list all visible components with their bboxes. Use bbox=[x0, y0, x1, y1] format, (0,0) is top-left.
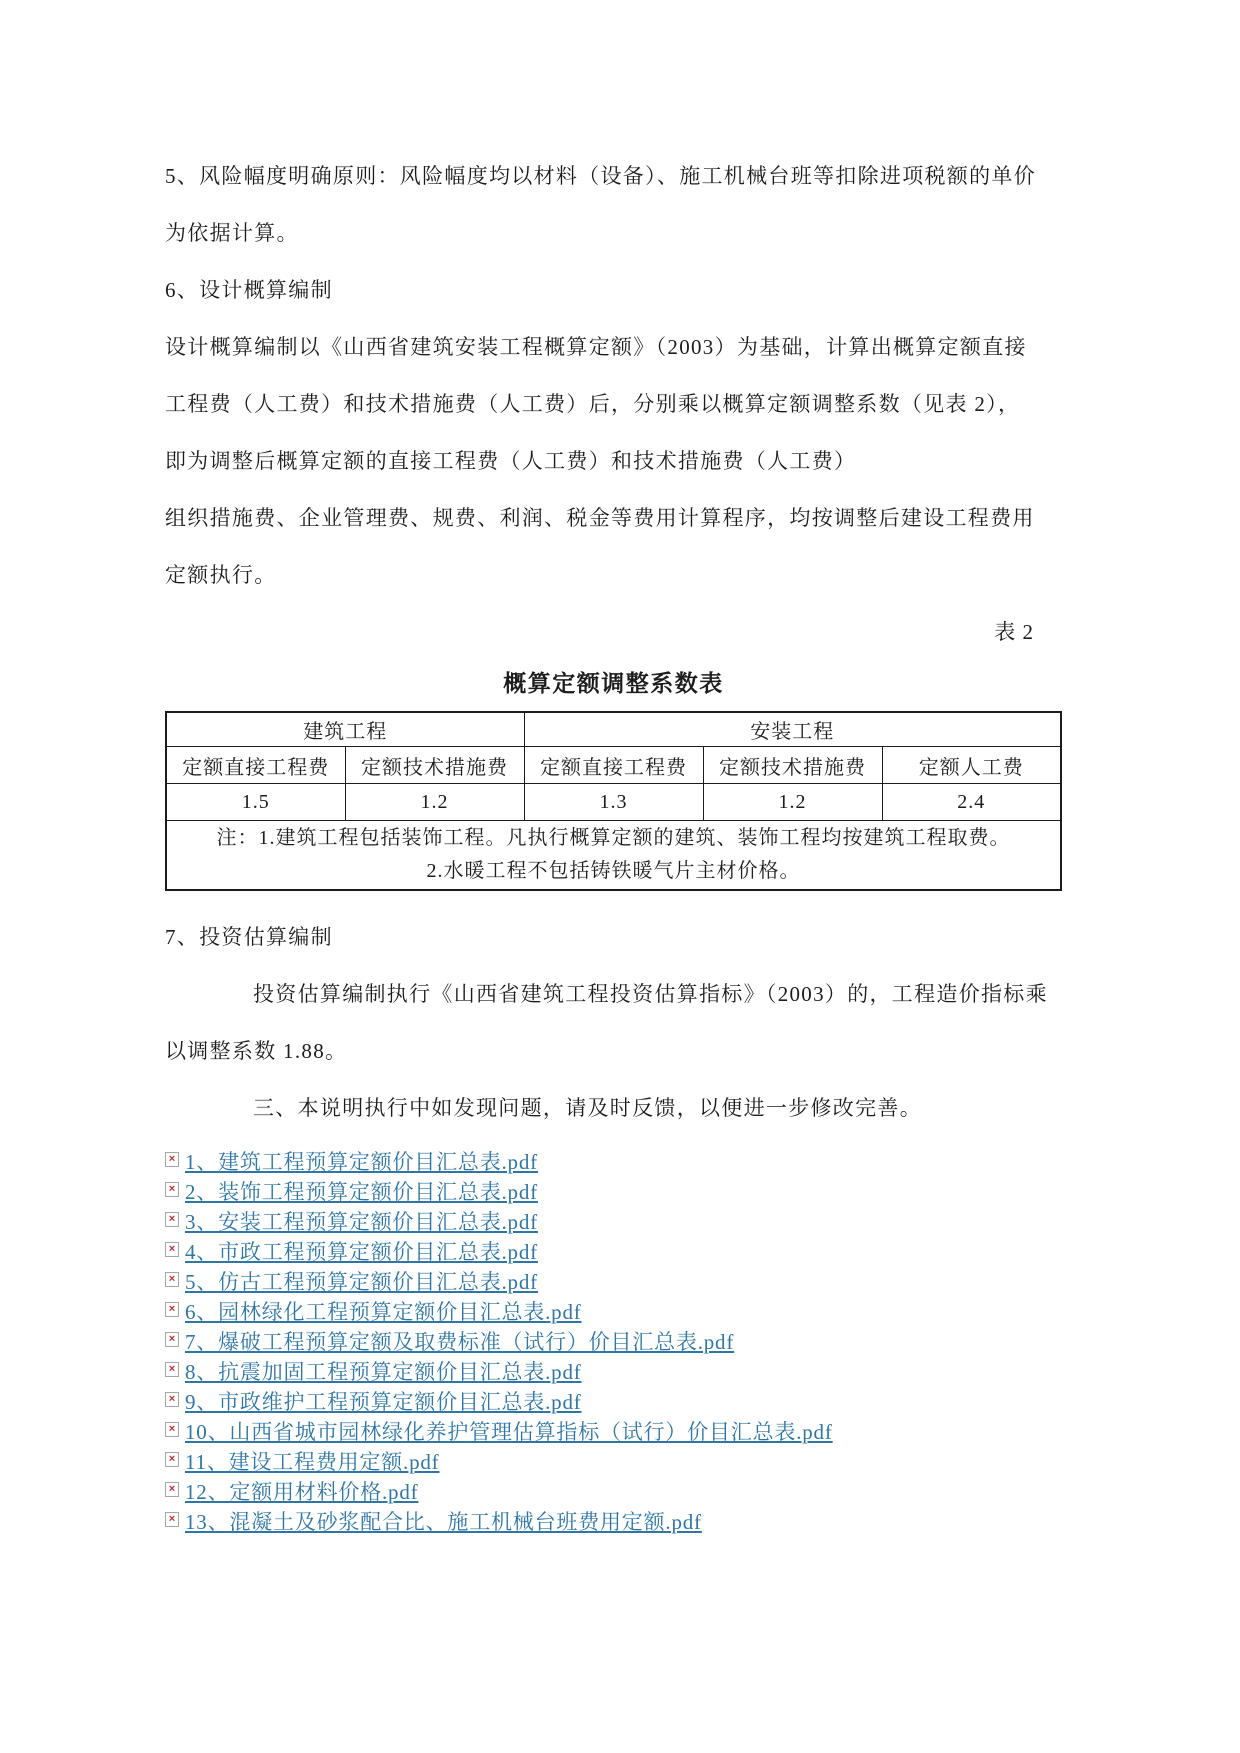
table-note-cell bbox=[166, 821, 1061, 891]
broken-image-icon: × bbox=[165, 1512, 179, 1527]
table-note-line: 2.水暖工程不包括铸铁暖气片主材价格。 bbox=[426, 860, 801, 882]
table-note-line: 注：1.建筑工程包括装饰工程。凡执行概算定额的建筑、装饰工程均按建筑工程取费。 bbox=[216, 827, 1011, 849]
attachment-link[interactable]: 13、混凝土及砂浆配合比、施工机械台班费用定额.pdf bbox=[185, 1510, 702, 1534]
broken-image-icon: × bbox=[165, 1482, 179, 1497]
broken-image-icon: × bbox=[165, 1392, 179, 1407]
attachment-row bbox=[165, 1207, 1062, 1237]
attachment-link[interactable]: 12、定额用材料价格.pdf bbox=[185, 1480, 419, 1504]
paragraph-line: 三、本说明执行中如发现问题，请及时反馈，以便进一步修改完善。 bbox=[253, 1096, 922, 1120]
broken-image-icon: × bbox=[165, 1362, 179, 1377]
attachment-row bbox=[165, 1177, 1062, 1207]
paragraph-line: 为依据计算。 bbox=[165, 221, 299, 245]
broken-image-icon: × bbox=[165, 1212, 179, 1227]
attachment-row bbox=[165, 1297, 1062, 1327]
table-column-header: 定额直接工程费 bbox=[524, 747, 703, 784]
attachment-link[interactable]: 3、安装工程预算定额价目汇总表.pdf bbox=[185, 1210, 538, 1234]
attachment-link[interactable]: 10、山西省城市园林绿化养护管理估算指标（试行）价目汇总表.pdf bbox=[185, 1420, 833, 1444]
broken-image-icon: × bbox=[165, 1272, 179, 1287]
attachment-link[interactable]: 5、仿古工程预算定额价目汇总表.pdf bbox=[185, 1270, 538, 1294]
broken-image-icon: × bbox=[165, 1152, 179, 1167]
broken-image-icon: × bbox=[165, 1422, 179, 1437]
table-column-header: 定额技术措施费 bbox=[345, 747, 524, 784]
table-number-label: 表 2 bbox=[994, 620, 1034, 644]
broken-image-icon: × bbox=[165, 1452, 179, 1467]
paragraph-line: 即为调整后概算定额的直接工程费（人工费）和技术措施费（人工费） bbox=[165, 449, 857, 473]
table-column-header: 定额技术措施费 bbox=[703, 747, 882, 784]
attachment-row bbox=[165, 1267, 1062, 1297]
paragraph-line: 组织措施费、企业管理费、规费、利润、税金等费用计算程序，均按调整后建设工程费用 bbox=[165, 506, 1035, 530]
paragraph-line: 投资估算编制执行《山西省建筑工程投资估算指标》（2003）的，工程造价指标乘 bbox=[253, 982, 1048, 1006]
attachment-row bbox=[165, 1147, 1062, 1177]
closing-section bbox=[165, 909, 1062, 1137]
paragraph-line: 工程费（人工费）和技术措施费（人工费）后，分别乘以概算定额调整系数（见表 2）， bbox=[165, 392, 1021, 416]
broken-image-icon: × bbox=[165, 1242, 179, 1257]
table-column-header: 定额直接工程费 bbox=[166, 747, 345, 784]
broken-image-icon: × bbox=[165, 1302, 179, 1317]
broken-image-icon: × bbox=[165, 1182, 179, 1197]
attachment-link[interactable]: 2、装饰工程预算定额价目汇总表.pdf bbox=[185, 1180, 538, 1204]
attachment-link[interactable]: 8、抗震加固工程预算定额价目汇总表.pdf bbox=[185, 1360, 582, 1384]
table-group-installation: 安装工程 bbox=[524, 712, 1061, 747]
table-value-cell: 2.4 bbox=[882, 784, 1061, 821]
table-group-construction: 建筑工程 bbox=[166, 712, 524, 747]
table-column-header: 定额人工费 bbox=[882, 747, 1061, 784]
attachment-link[interactable]: 6、园林绿化工程预算定额价目汇总表.pdf bbox=[185, 1300, 582, 1324]
attachment-row bbox=[165, 1387, 1062, 1417]
attachment-row bbox=[165, 1327, 1062, 1357]
table-value-cell: 1.3 bbox=[524, 784, 703, 821]
adjustment-coefficient-table bbox=[165, 711, 1062, 891]
table-value-cell: 1.2 bbox=[345, 784, 524, 821]
attachment-link[interactable]: 9、市政维护工程预算定额价目汇总表.pdf bbox=[185, 1390, 582, 1414]
attachment-link[interactable]: 7、爆破工程预算定额及取费标准（试行）价目汇总表.pdf bbox=[185, 1330, 735, 1354]
attachment-row bbox=[165, 1357, 1062, 1387]
broken-image-icon: × bbox=[165, 1332, 179, 1347]
attachment-row bbox=[165, 1237, 1062, 1267]
paragraph-line: 设计概算编制以《山西省建筑安装工程概算定额》（2003）为基础，计算出概算定额直接 bbox=[165, 335, 1027, 359]
attachment-row bbox=[165, 1477, 1062, 1507]
table-value-cell: 1.2 bbox=[703, 784, 882, 821]
attachment-row bbox=[165, 1417, 1062, 1447]
paragraph-line: 以调整系数 1.88。 bbox=[165, 1039, 348, 1063]
attachment-link[interactable]: 4、市政工程预算定额价目汇总表.pdf bbox=[185, 1240, 538, 1264]
attachment-list bbox=[165, 1147, 1062, 1537]
attachment-link[interactable]: 11、建设工程费用定额.pdf bbox=[185, 1450, 440, 1474]
table-title: 概算定额调整系数表 bbox=[503, 670, 724, 696]
paragraph-line: 定额执行。 bbox=[165, 563, 277, 587]
section-heading-6: 6、设计概算编制 bbox=[165, 278, 333, 302]
attachment-link[interactable]: 1、建筑工程预算定额价目汇总表.pdf bbox=[185, 1150, 538, 1174]
attachment-row bbox=[165, 1447, 1062, 1477]
paragraph-line: 5、风险幅度明确原则：风险幅度均以材料（设备）、施工机械台班等扣除进项税额的单价 bbox=[165, 164, 1036, 188]
section-heading-7: 7、投资估算编制 bbox=[165, 925, 333, 949]
table-value-cell: 1.5 bbox=[166, 784, 345, 821]
attachment-row bbox=[165, 1507, 1062, 1537]
